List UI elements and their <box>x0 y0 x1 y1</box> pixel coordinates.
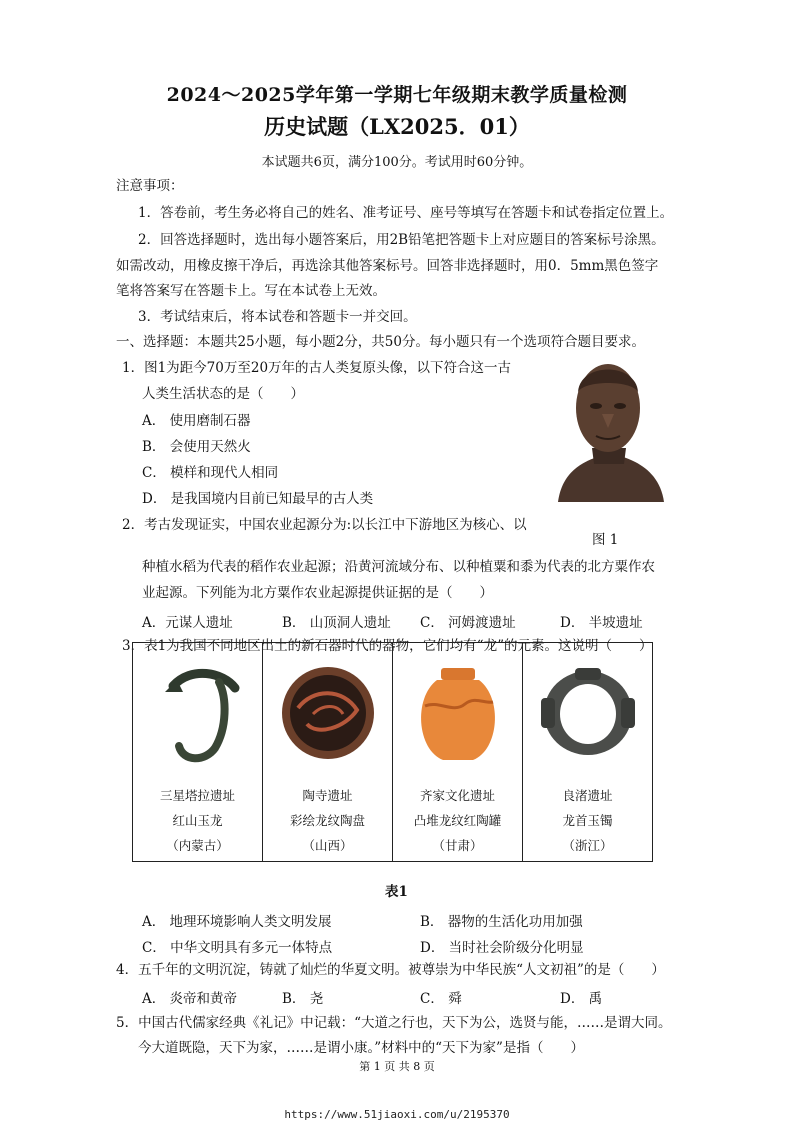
table-cell <box>523 643 653 862</box>
exam-title: 2024～2025学年第一学期七年级期末教学质量检测 <box>166 84 628 106</box>
q3-option-d: D． 当时社会阶级分化明显 <box>420 940 584 956</box>
q1-option-d: D． 是我国境内目前已知最早的古人类 <box>142 491 374 507</box>
table-1 <box>132 642 653 862</box>
cell-site: 陶寺遗址 <box>302 788 353 803</box>
table-cell <box>263 643 393 862</box>
cell-item: 凸堆龙纹红陶罐 <box>413 813 502 828</box>
q4-option-d: D． 禹 <box>560 991 603 1007</box>
q2-stem-1: 2．考古发现证实，中国农业起源分为:以长江中下游地区为核心、以 <box>122 517 527 533</box>
q2-stem-2: 种植水稻为代表的稻作农业起源；沿黄河流域分布、以种植粟和黍为代表的北方粟作农 <box>142 559 655 575</box>
cell-region: （甘肃） <box>432 838 483 853</box>
q4-option-b: B． 尧 <box>282 991 324 1007</box>
painted-pottery-plate-image <box>273 658 383 768</box>
jade-bracelet-image <box>533 658 643 768</box>
cell-site: 齐家文化遗址 <box>419 788 495 803</box>
cell-item: 红山玉龙 <box>172 813 223 828</box>
q3-option-c: C． 中华文明具有多元一体特点 <box>142 940 333 956</box>
q2-option-c: C． 河姆渡遗址 <box>420 615 516 631</box>
note-1: 1．答卷前，考生务必将自己的姓名、准考证号、座号等填写在答题卡和试卷指定位置上。 <box>138 205 674 221</box>
note-2c: 笔将答案写在答题卡上。写在本试卷上无效。 <box>116 283 386 299</box>
q4-stem: 4．五千年的文明沉淀，铸就了灿烂的华夏文明。被尊崇为中华民族“人文初祖”的是（ ） <box>116 962 665 978</box>
cell-item: 彩绘龙纹陶盘 <box>289 813 365 828</box>
ancient-human-bust-figure <box>548 352 668 504</box>
cell-region: （山西） <box>302 838 353 853</box>
q2-option-d: D． 半坡遗址 <box>560 615 643 631</box>
cell-site: 三星塔拉遗址 <box>159 788 235 803</box>
table-cell <box>393 643 523 862</box>
q2-option-b: B． 山顶洞人遗址 <box>282 615 391 631</box>
table-1-label: 表1 <box>385 884 408 900</box>
q1-stem-2: 人类生活状态的是（ ） <box>142 386 304 402</box>
q3-stem: 3．表1为我国不同地区出土的新石器时代的器物，它们均有“龙”的元素。这说明（ ） <box>122 638 653 654</box>
table-cell <box>133 643 263 862</box>
q1-option-a: A． 使用磨制石器 <box>142 413 251 429</box>
page-footer: 第 1 页 共 8 页 <box>359 1060 435 1073</box>
note-2b: 如需改动，用橡皮擦干净后，再选涂其他答案标号。回答非选择题时，用0．5mm黑色签字 <box>116 258 659 274</box>
cell-region: （浙江） <box>562 838 613 853</box>
q1-option-b: B． 会使用天然火 <box>142 439 251 455</box>
exam-info: 本试题共6页，满分100分。考试用时60分钟。 <box>261 155 533 170</box>
note-3: 3．考试结束后，将本试卷和答题卡一并交回。 <box>138 309 417 325</box>
exam-subtitle: 历史试题（LX2025．01） <box>264 114 530 139</box>
q3-option-a: A． 地理环境影响人类文明发展 <box>142 914 332 930</box>
figure-1-label: 图 1 <box>592 532 619 548</box>
q5-stem-1: 5．中国古代儒家经典《礼记》中记载：“大道之行也，天下为公，选贤与能，……是谓大同。 <box>116 1015 672 1031</box>
section-heading: 一、选择题：本题共25小题，每小题2分，共50分。每小题只有一个选项符合题目要求。 <box>116 334 645 350</box>
red-pottery-jar-image <box>403 658 513 768</box>
note-2a: 2．回答选择题时，选出每小题答案后，用2B铅笔把答题卡上对应题目的答案标号涂黑。 <box>138 232 665 248</box>
q5-stem-2: 今大道既隐，天下为家，……是谓小康。”材料中的“天下为家”是指（ ） <box>138 1040 584 1056</box>
q3-option-b: B． 器物的生活化功用加强 <box>420 914 583 930</box>
q4-option-a: A． 炎帝和黄帝 <box>142 991 238 1007</box>
q4-option-c: C． 舜 <box>420 991 462 1007</box>
watermark-url: https://www.51jiaoxi.com/u/2195370 <box>284 1108 510 1121</box>
q2-stem-3: 业起源。下列能为北方粟作农业起源提供证据的是（ ） <box>142 585 493 601</box>
q1-option-c: C． 模样和现代人相同 <box>142 465 279 481</box>
jade-dragon-image <box>143 658 253 768</box>
q2-option-a: A．元谋人遗址 <box>142 615 233 631</box>
cell-region: （内蒙古） <box>166 838 229 853</box>
cell-site: 良渚遗址 <box>562 788 613 803</box>
notes-heading: 注意事项： <box>116 178 184 194</box>
cell-item: 龙首玉镯 <box>562 813 613 828</box>
q1-stem-1: 1．图1为距今70万至20万年的古人类复原头像，以下符合这一古 <box>122 360 512 376</box>
